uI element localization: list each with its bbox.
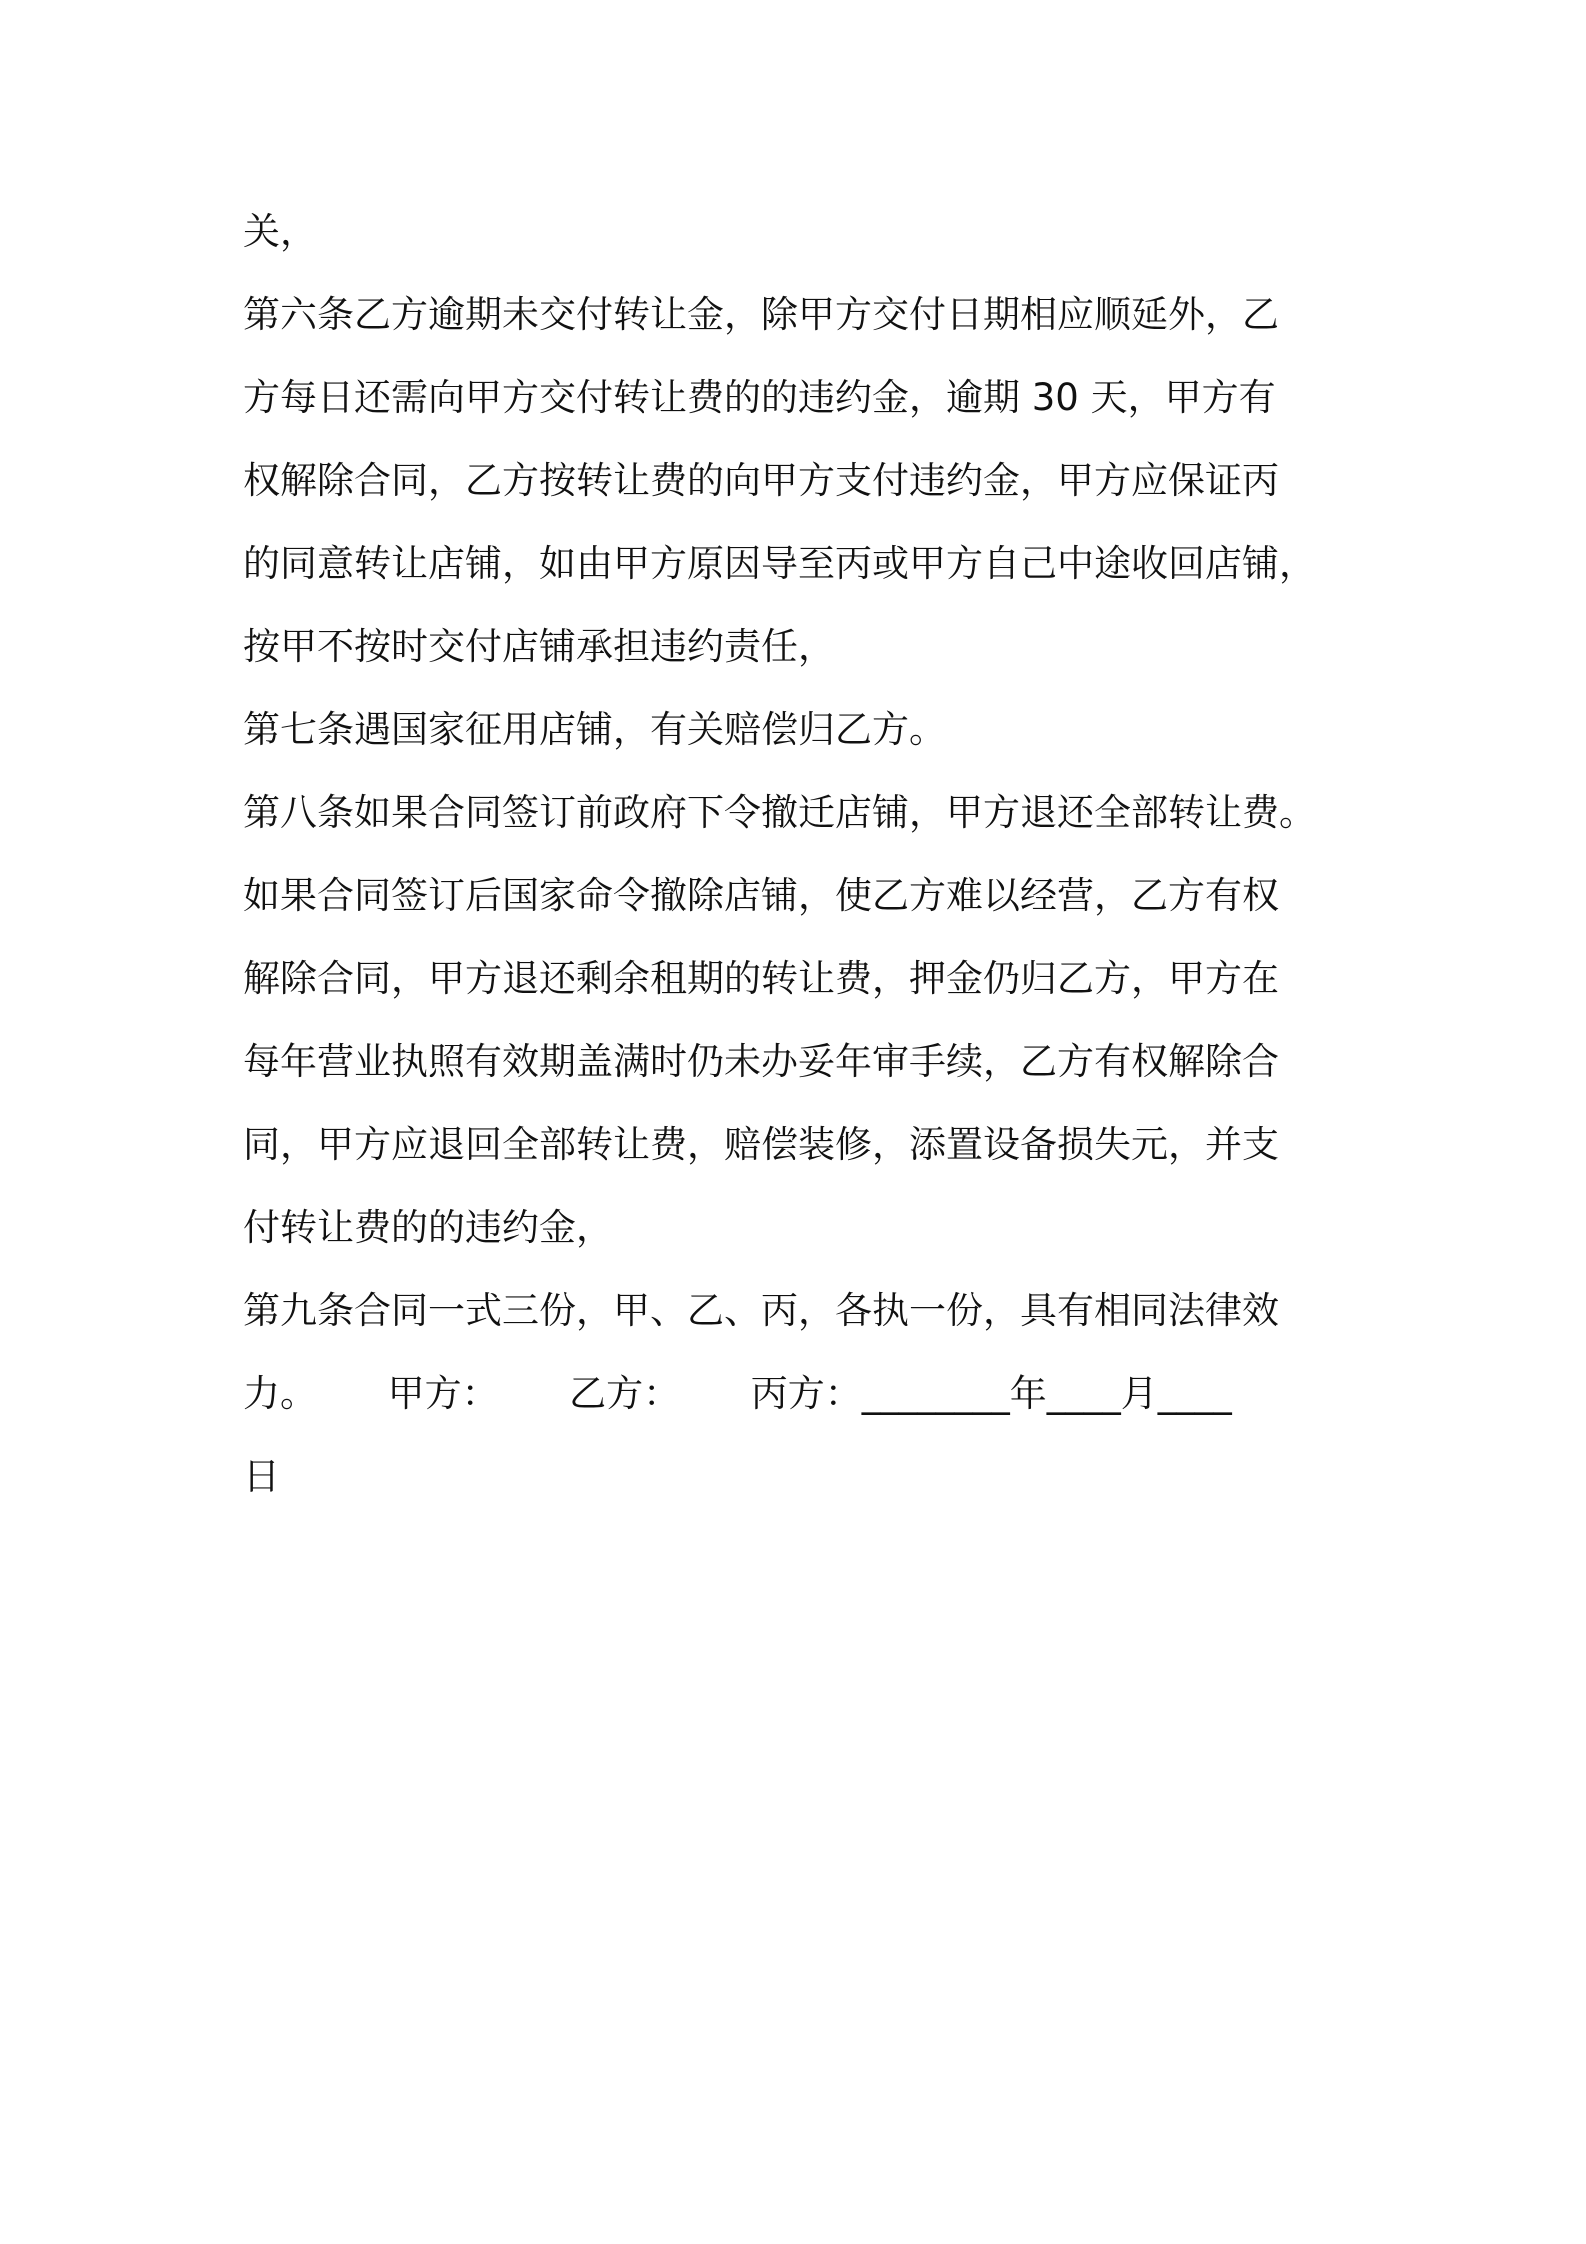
text-line: 的同意转让店铺，如由甲方原因导至丙或甲方自己中途收回店铺，	[243, 542, 1316, 585]
text-line: 同，甲方应退回全部转让费，赔偿装修，添置设备损失元，并支	[243, 1123, 1279, 1166]
text-line: 日	[243, 1455, 280, 1498]
text-line: 第六条乙方逾期未交付转让金，除甲方交付日期相应顺延外，乙	[243, 293, 1279, 336]
text-line: 第九条合同一式三份，甲、乙、丙，各执一份，具有相同法律效	[243, 1289, 1279, 1332]
text-line: 第七条遇国家征用店铺，有关赔偿归乙方。	[243, 708, 946, 751]
text-line: 如果合同签订后国家命令撤除店铺，使乙方难以经营，乙方有权	[243, 874, 1279, 917]
signature-line: 力。 甲方： 乙方： 丙方：________年____月____	[243, 1372, 1232, 1415]
text-line: 方每日还需向甲方交付转让费的的违约金，逾期 30 天，甲方有	[243, 376, 1276, 419]
text-line: 付转让费的的违约金，	[243, 1206, 613, 1249]
text-line: 第八条如果合同签订前政府下令撤迁店铺，甲方退还全部转让费。	[243, 791, 1316, 834]
contract-body	[243, 190, 1358, 1518]
text-line: 按甲不按时交付店铺承担违约责任，	[243, 625, 835, 668]
text-line: 关，	[243, 210, 317, 253]
text-line: 权解除合同，乙方按转让费的向甲方支付违约金，甲方应保证丙	[243, 459, 1279, 502]
text-line: 每年营业执照有效期盖满时仍未办妥年审手续，乙方有权解除合	[243, 1040, 1279, 1083]
text-line: 解除合同，甲方退还剩余租期的转让费，押金仍归乙方，甲方在	[243, 957, 1279, 1000]
